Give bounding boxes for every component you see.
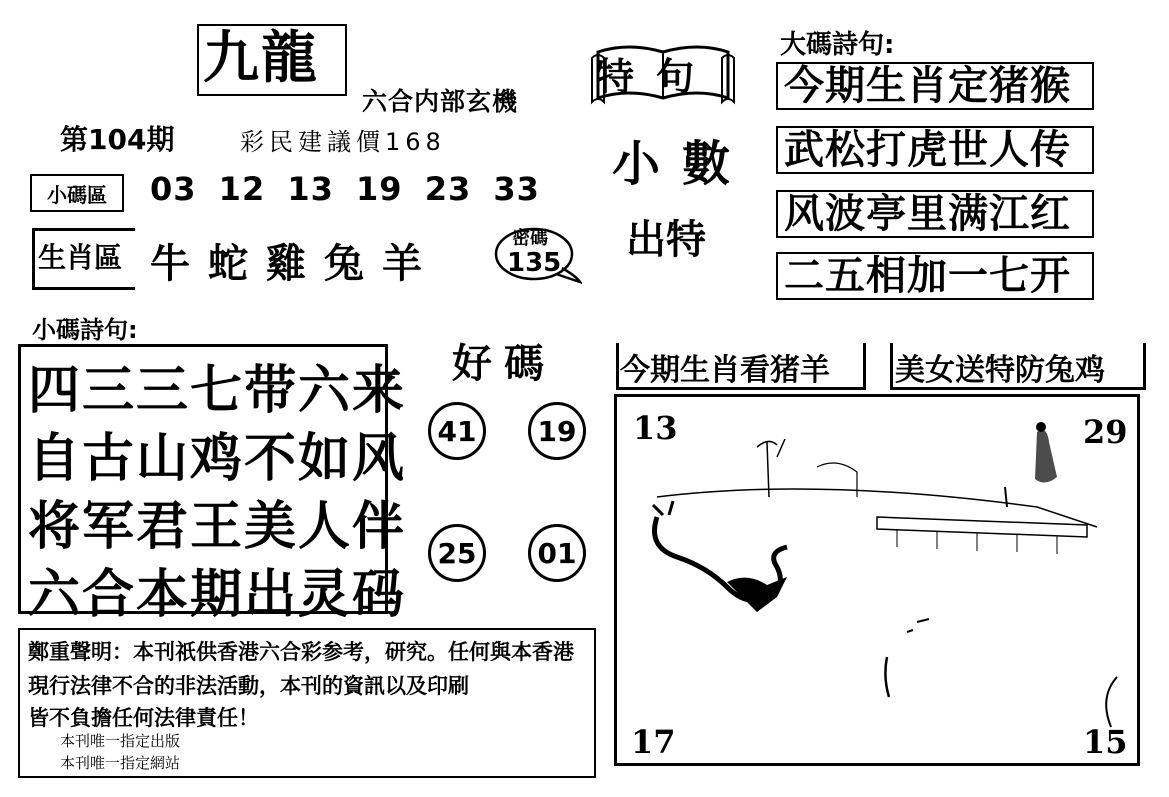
secret-code-label: 密碼	[512, 228, 548, 249]
good-code: 19	[528, 402, 586, 460]
banner-right: 美女送特防兔鸡	[895, 353, 1105, 388]
issue-number: 第104期	[60, 123, 175, 156]
brand-name: 九龍	[203, 25, 319, 91]
illustration-frame	[614, 394, 1140, 766]
illustration-image	[617, 397, 1137, 763]
secret-code-number: 135	[507, 248, 562, 278]
good-codes-label: 好碼	[452, 341, 556, 387]
good-code: 41	[428, 402, 486, 460]
special-verse-main: 小數	[612, 136, 753, 192]
small-poem-line: 将军君王美人伴	[28, 497, 407, 557]
special-verse-title: 特句	[596, 55, 717, 99]
disclaimer-line: 現行法律不合的非法活動，本刊的資訊以及印刷	[28, 674, 469, 698]
disclaimer-website: 本刊唯一指定網站	[60, 754, 181, 772]
disclaimer-publisher: 本刊唯一指定出版	[60, 732, 181, 750]
disclaimer-line: 鄭重聲明：本刊祇供香港六合彩参考，研究。任何與本香港	[28, 640, 574, 664]
small-poem-label: 小碼詩句:	[32, 316, 138, 344]
good-code: 25	[428, 524, 486, 582]
corner-number-top-left: 13	[633, 409, 678, 447]
big-poem-line: 武松打虎世人传	[776, 126, 1094, 174]
small-poem-line: 自古山鸡不如风	[28, 429, 407, 489]
corner-number-bottom-left: 17	[631, 723, 676, 761]
brand-subtitle: 六合内部玄機	[362, 87, 519, 116]
banner-left: 今期生肖看猪羊	[620, 353, 830, 388]
disclaimer-line: 皆不負擔任何法律責任！	[28, 706, 259, 730]
big-poem-line: 二五相加一七开	[776, 252, 1094, 300]
special-verse-sub: 出特	[626, 217, 706, 263]
corner-number-bottom-right: 15	[1083, 723, 1128, 761]
zodiac-animals: 牛蛇雞兔羊	[150, 241, 440, 287]
big-poem-line: 今期生肖定猪猴	[776, 62, 1094, 110]
small-code-numbers: 03 12 13 19 23 33	[150, 170, 540, 208]
small-poem-line: 六合本期出灵码	[28, 565, 407, 625]
corner-number-top-right: 29	[1083, 413, 1128, 451]
big-poem-label: 大碼詩句:	[780, 30, 895, 60]
big-poem-line: 风波亭里满江红	[776, 190, 1094, 238]
good-code: 01	[528, 524, 586, 582]
issue-price: 彩民建議價168	[240, 128, 446, 156]
small-poem-line: 四三三七带六来	[28, 361, 407, 421]
small-code-label: 小碼區	[30, 174, 124, 212]
zodiac-label: 生肖區	[38, 241, 123, 274]
